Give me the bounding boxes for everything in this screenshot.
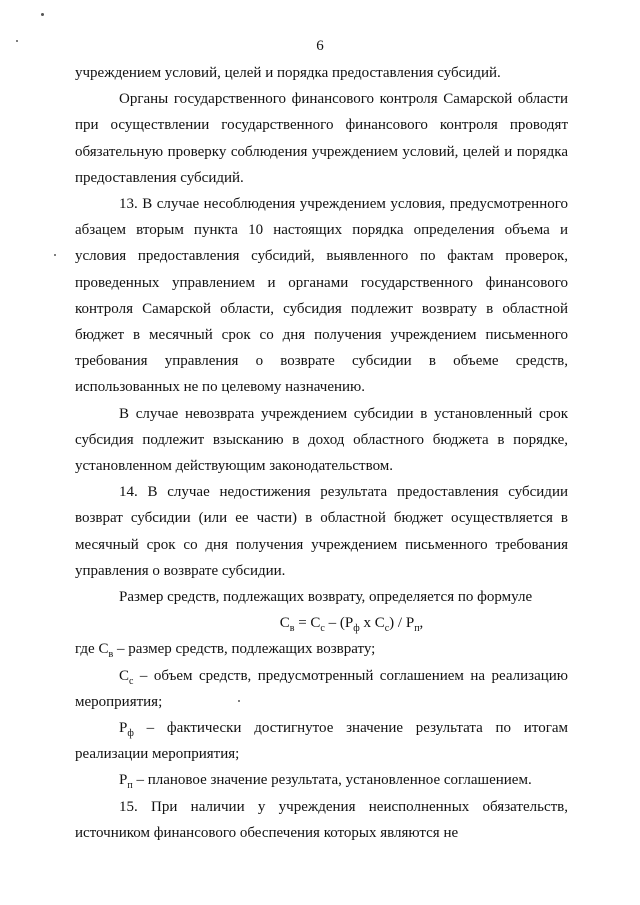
paragraph-continuation: учреждением условий, целей и порядка предоставления субсидий. — [75, 65, 501, 81]
paragraph-formula-intro: Размер средств, подлежащих возврату, определяется по формуле — [119, 589, 533, 606]
paragraph-item-13: 13. В случае несоблюдения учреждением условия, предусмотренного абзацем вторым пункта 10 настоящих порядка определения объема и условия предоставления субсидий, выявленного по фактам проверок, проведенных управлением и органами государственного финансового контроля Самарской области, субсидия подлежит возврату в областной бюджет в месячный срок со дня получения учреждением письменного требования управления о возврате субсидии в объеме средств, использованных не по целевому назначению. — [75, 196, 568, 396]
paragraph-item-14: 14. В случае недостижения результата предоставления субсидии возврат субсидии (или ее части) в областной бюджет осуществляется в месячный срок со дня получения учреждением письменного требования управления о возврате субсидии. — [75, 484, 568, 579]
scan-speck — [54, 254, 56, 256]
document-body — [75, 60, 568, 846]
paragraph-non-return: В случае невозврата учреждением субсидии в установленный срок субсидия подлежит взысканию в доход областного бюджета в порядке, установленном действующим законодательством. — [75, 405, 568, 475]
paragraph-item-15: 15. При наличии у учреждения неисполненных обязательств, источником финансового обеспечения которых являются не — [75, 798, 568, 841]
scan-speck — [41, 13, 44, 16]
definition-cs: $С_с$ – объем средств, предусмотренный соглашением на реализацию мероприятия; — [75, 667, 568, 710]
definition-cv: где $С_в$ – размер средств, подлежащих возврату; — [75, 641, 376, 661]
definition-pp: $Р_п$ – плановое значение результата, установленное соглашением. — [119, 772, 532, 792]
definition-pf: $Р_ф$ – фактически достигнутое значение результата по итогам реализации мероприятия; — [75, 720, 568, 763]
page-number: 6 — [316, 38, 324, 54]
refund-formula: $С_в = С_с - (Р_ф$ х $С_с) / Р_п$, — [279, 615, 424, 635]
paragraph-financial-control: Органы государственного финансового контроля Самарской области при осуществлении государственного финансового контроля проводят обязательную проверку соблюдения учреждением условий, целей и порядка предоставления субсидий. — [75, 91, 568, 186]
